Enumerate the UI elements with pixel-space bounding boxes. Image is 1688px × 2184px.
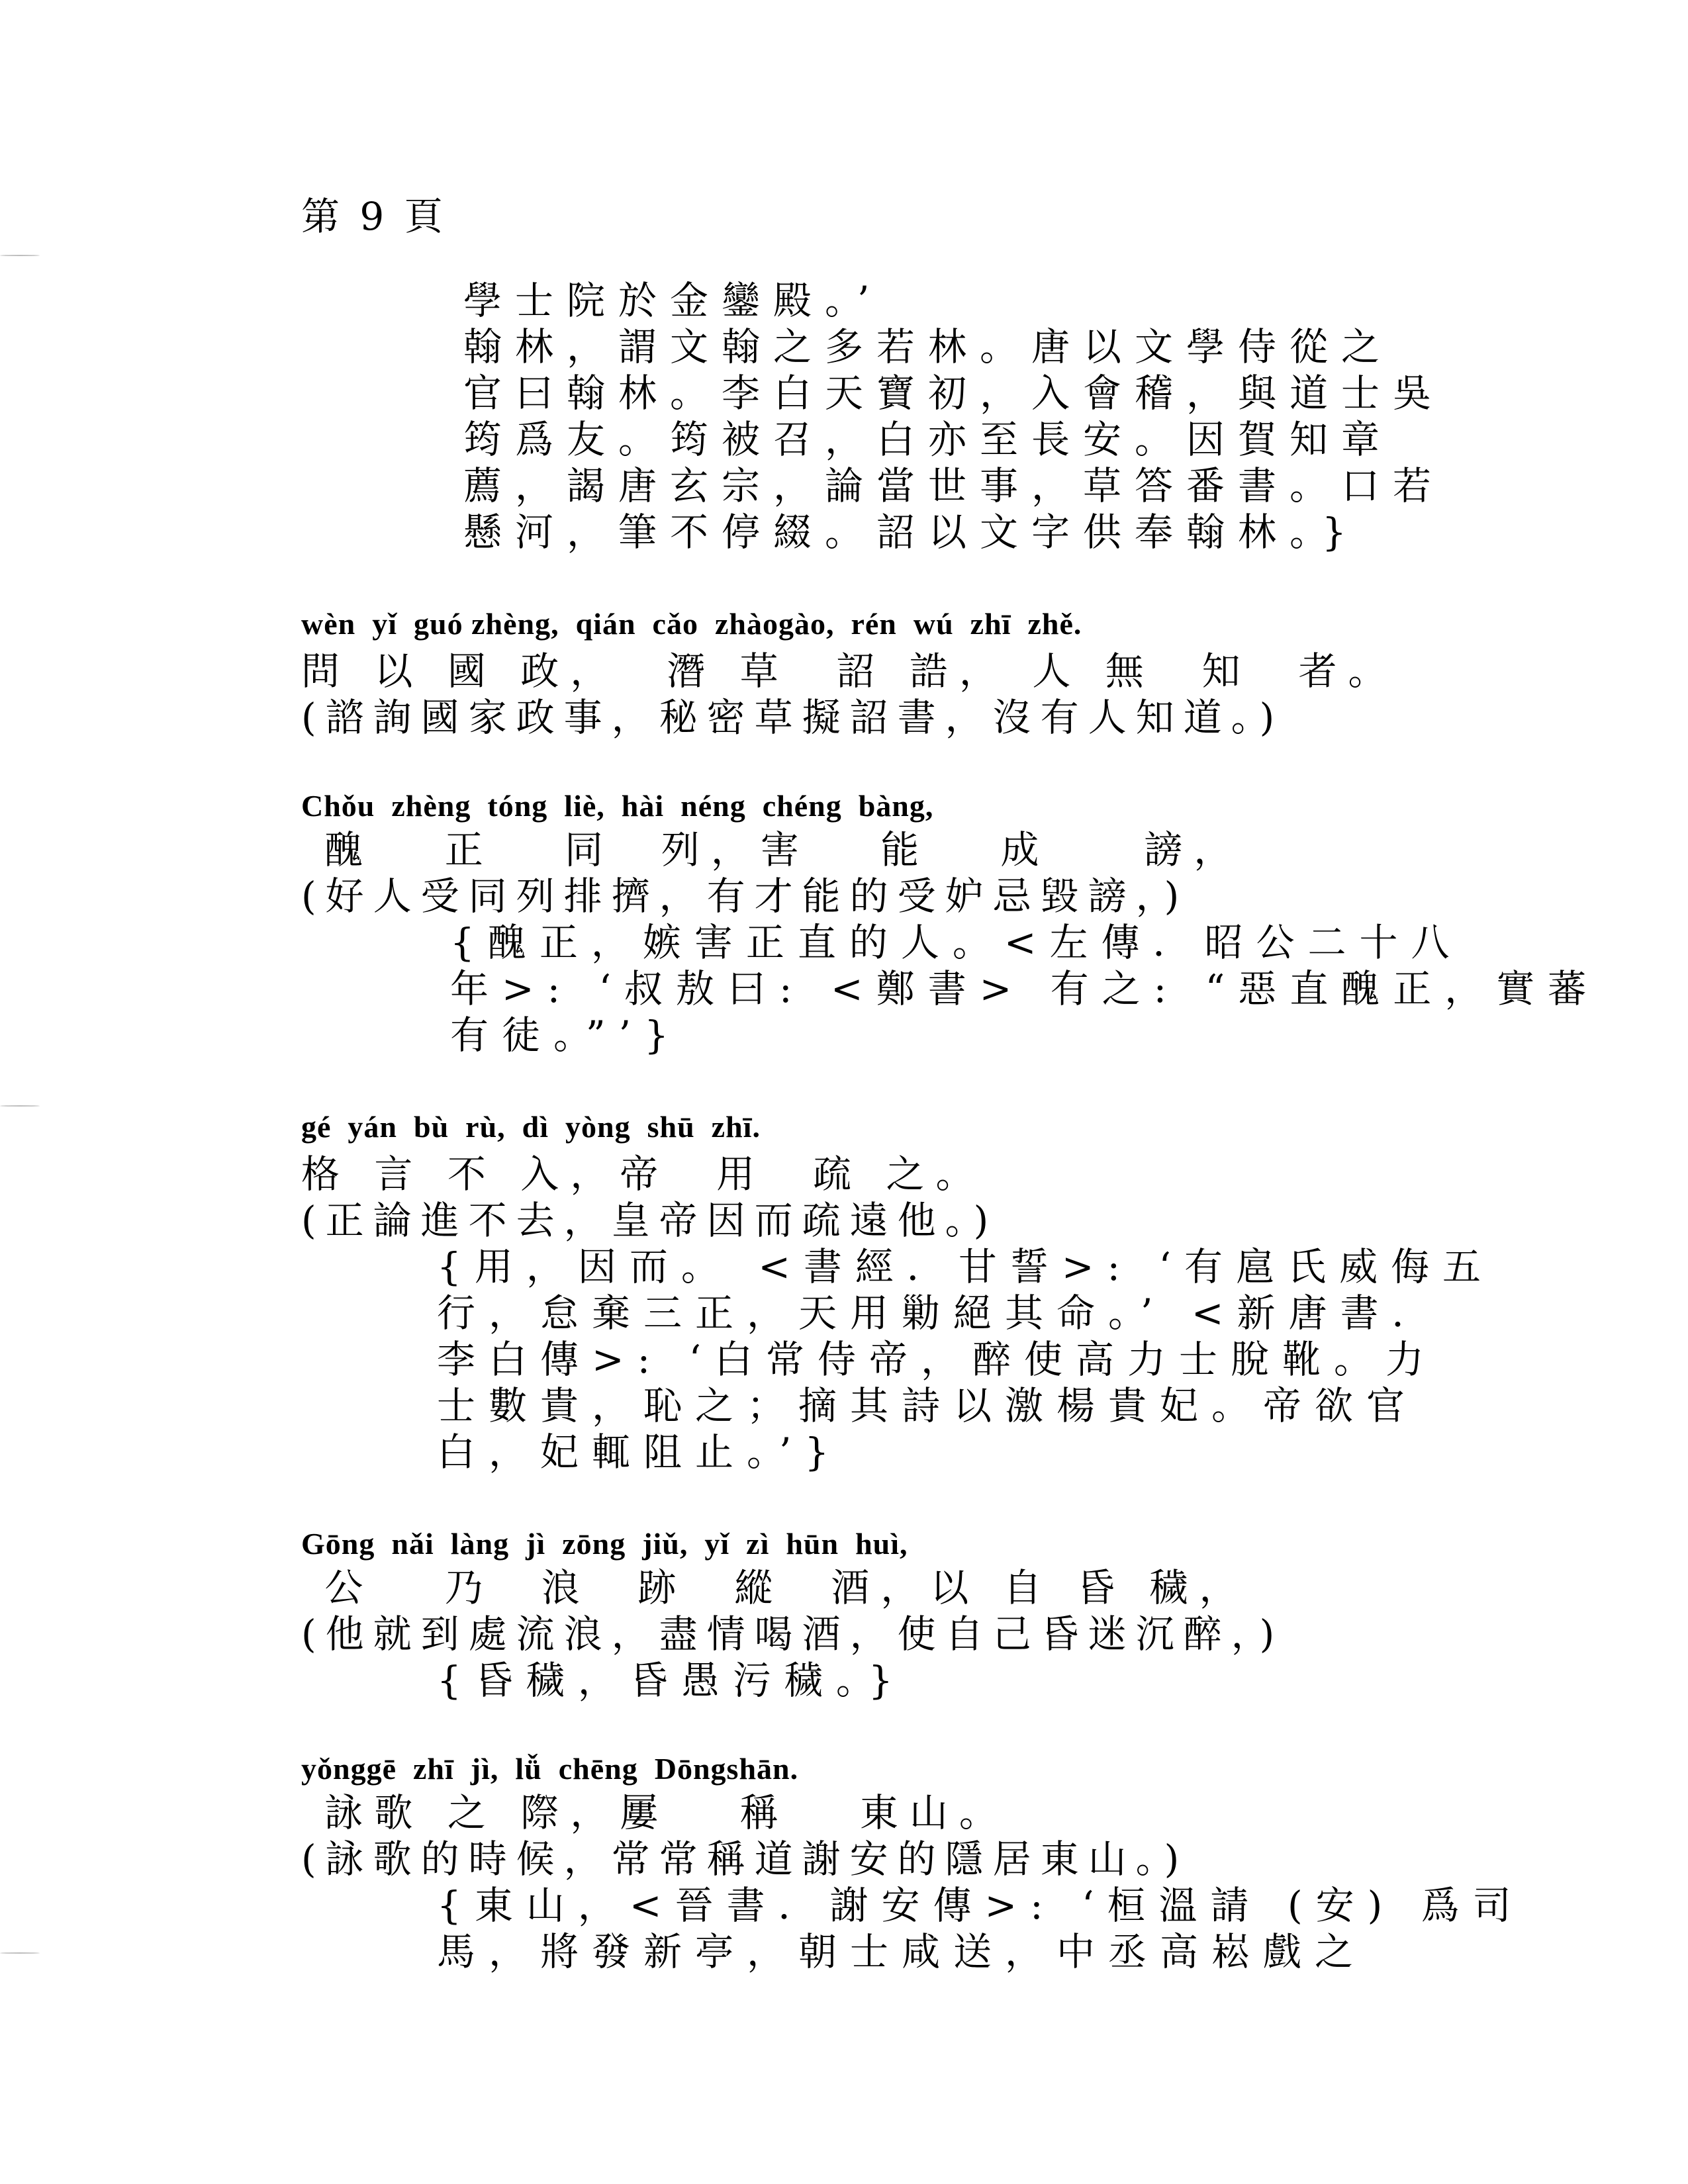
annotation-line: 懸河，筆不停綴。詔以文字供奉翰林。}	[463, 510, 1360, 555]
annotation-line: {昏穢，昏愚污穢。}	[437, 1658, 906, 1703]
punch-hole-mark	[0, 1952, 40, 1954]
annotation-line: 有徒。”’}	[450, 1013, 682, 1058]
annotation-line: 李白傳>: ‘白常侍帝，醉使高力士脫靴。力	[437, 1337, 1438, 1382]
translation-line: (他就到處流浪，盡情喝酒，使自己昏迷沉醉，)	[301, 1612, 1284, 1657]
annotation-line: 行，怠棄三正，天用勦絕其命。’ <新唐書．	[437, 1291, 1444, 1336]
punch-hole-mark	[0, 1105, 40, 1107]
annotation-line: 士數貴，恥之；摘其詩以激楊貴妃。帝欲官	[437, 1383, 1419, 1428]
pinyin-line: Chǒu zhèng tóng liè, hài néng chéng bàng,	[301, 789, 934, 823]
annotation-line: 學士院於金鑾殿。’	[463, 278, 883, 323]
pinyin-line: wèn yǐ guó zhèng, qián cǎo zhàogào, rén wú zhī zhě.	[301, 607, 1082, 641]
chinese-text-line: 問 以 國 政， 潛 草 詔 誥， 人 無 知 者。	[301, 649, 1398, 694]
pinyin-line: Gōng nǎi làng jì zōng jiǔ, yǐ zì hūn huì,	[301, 1527, 908, 1561]
translation-line: (諮詢國家政事，秘密草擬詔書，沒有人知道。)	[301, 695, 1284, 740]
pinyin-line: gé yán bù rù, dì yòng shū zhī.	[301, 1110, 761, 1144]
translation-line: (詠歌的時候，常常稱道謝安的隱居東山。)	[301, 1837, 1189, 1882]
chinese-text-line: 公 乃 浪 跡 縱 酒，以 自 昏 穢，	[301, 1565, 1249, 1610]
annotation-line: 薦，謁唐玄宗，論當世事，草答番書。口若	[463, 463, 1445, 508]
punch-hole-mark	[0, 255, 40, 256]
annotation-line: 馬，將發新亭，朝士咸送，中丞高崧戲之	[437, 1929, 1367, 1974]
chinese-text-line: 詠歌 之 際，屢 稱 東山。	[301, 1790, 1009, 1835]
page-header: 第 9 頁	[301, 194, 447, 239]
pinyin-line: yǒnggē zhī jì, lǚ chēng Dōngshān.	[301, 1752, 799, 1786]
annotation-line: {醜正，嫉害正直的人。<左傳．昭公二十八	[450, 920, 1463, 965]
chinese-text-line: 醜 正 同 列，害 能 成 謗，	[301, 827, 1244, 872]
annotation-line: 筠爲友。筠被召，白亦至長安。因賀知章	[463, 417, 1393, 462]
chinese-text-line: 格 言 不 入，帝 用 疏 之。	[301, 1152, 986, 1197]
annotation-line: 白，妃輒阻止。’}	[437, 1430, 843, 1475]
annotation-line: 官曰翰林。李白天寶初，入會稽，與道士吳	[463, 371, 1445, 416]
translation-line: (正論進不去，皇帝因而疏遠他。)	[301, 1198, 998, 1243]
annotation-line: 年>: ‘叔敖曰: <鄭書> 有之: “惡直醜正，實蕃	[450, 966, 1600, 1011]
translation-line: (好人受同列排擠，有才能的受妒忌毀謗，)	[301, 874, 1189, 919]
annotation-line: {東山，<晉書．謝安傳>: ‘桓溫請 (安) 爲司	[437, 1883, 1524, 1928]
annotation-line: 翰林，謂文翰之多若林。唐以文學侍從之	[463, 324, 1393, 369]
annotation-line: {用，因而。 <書經．甘誓>: ‘有扈氏威侮五	[437, 1244, 1494, 1289]
